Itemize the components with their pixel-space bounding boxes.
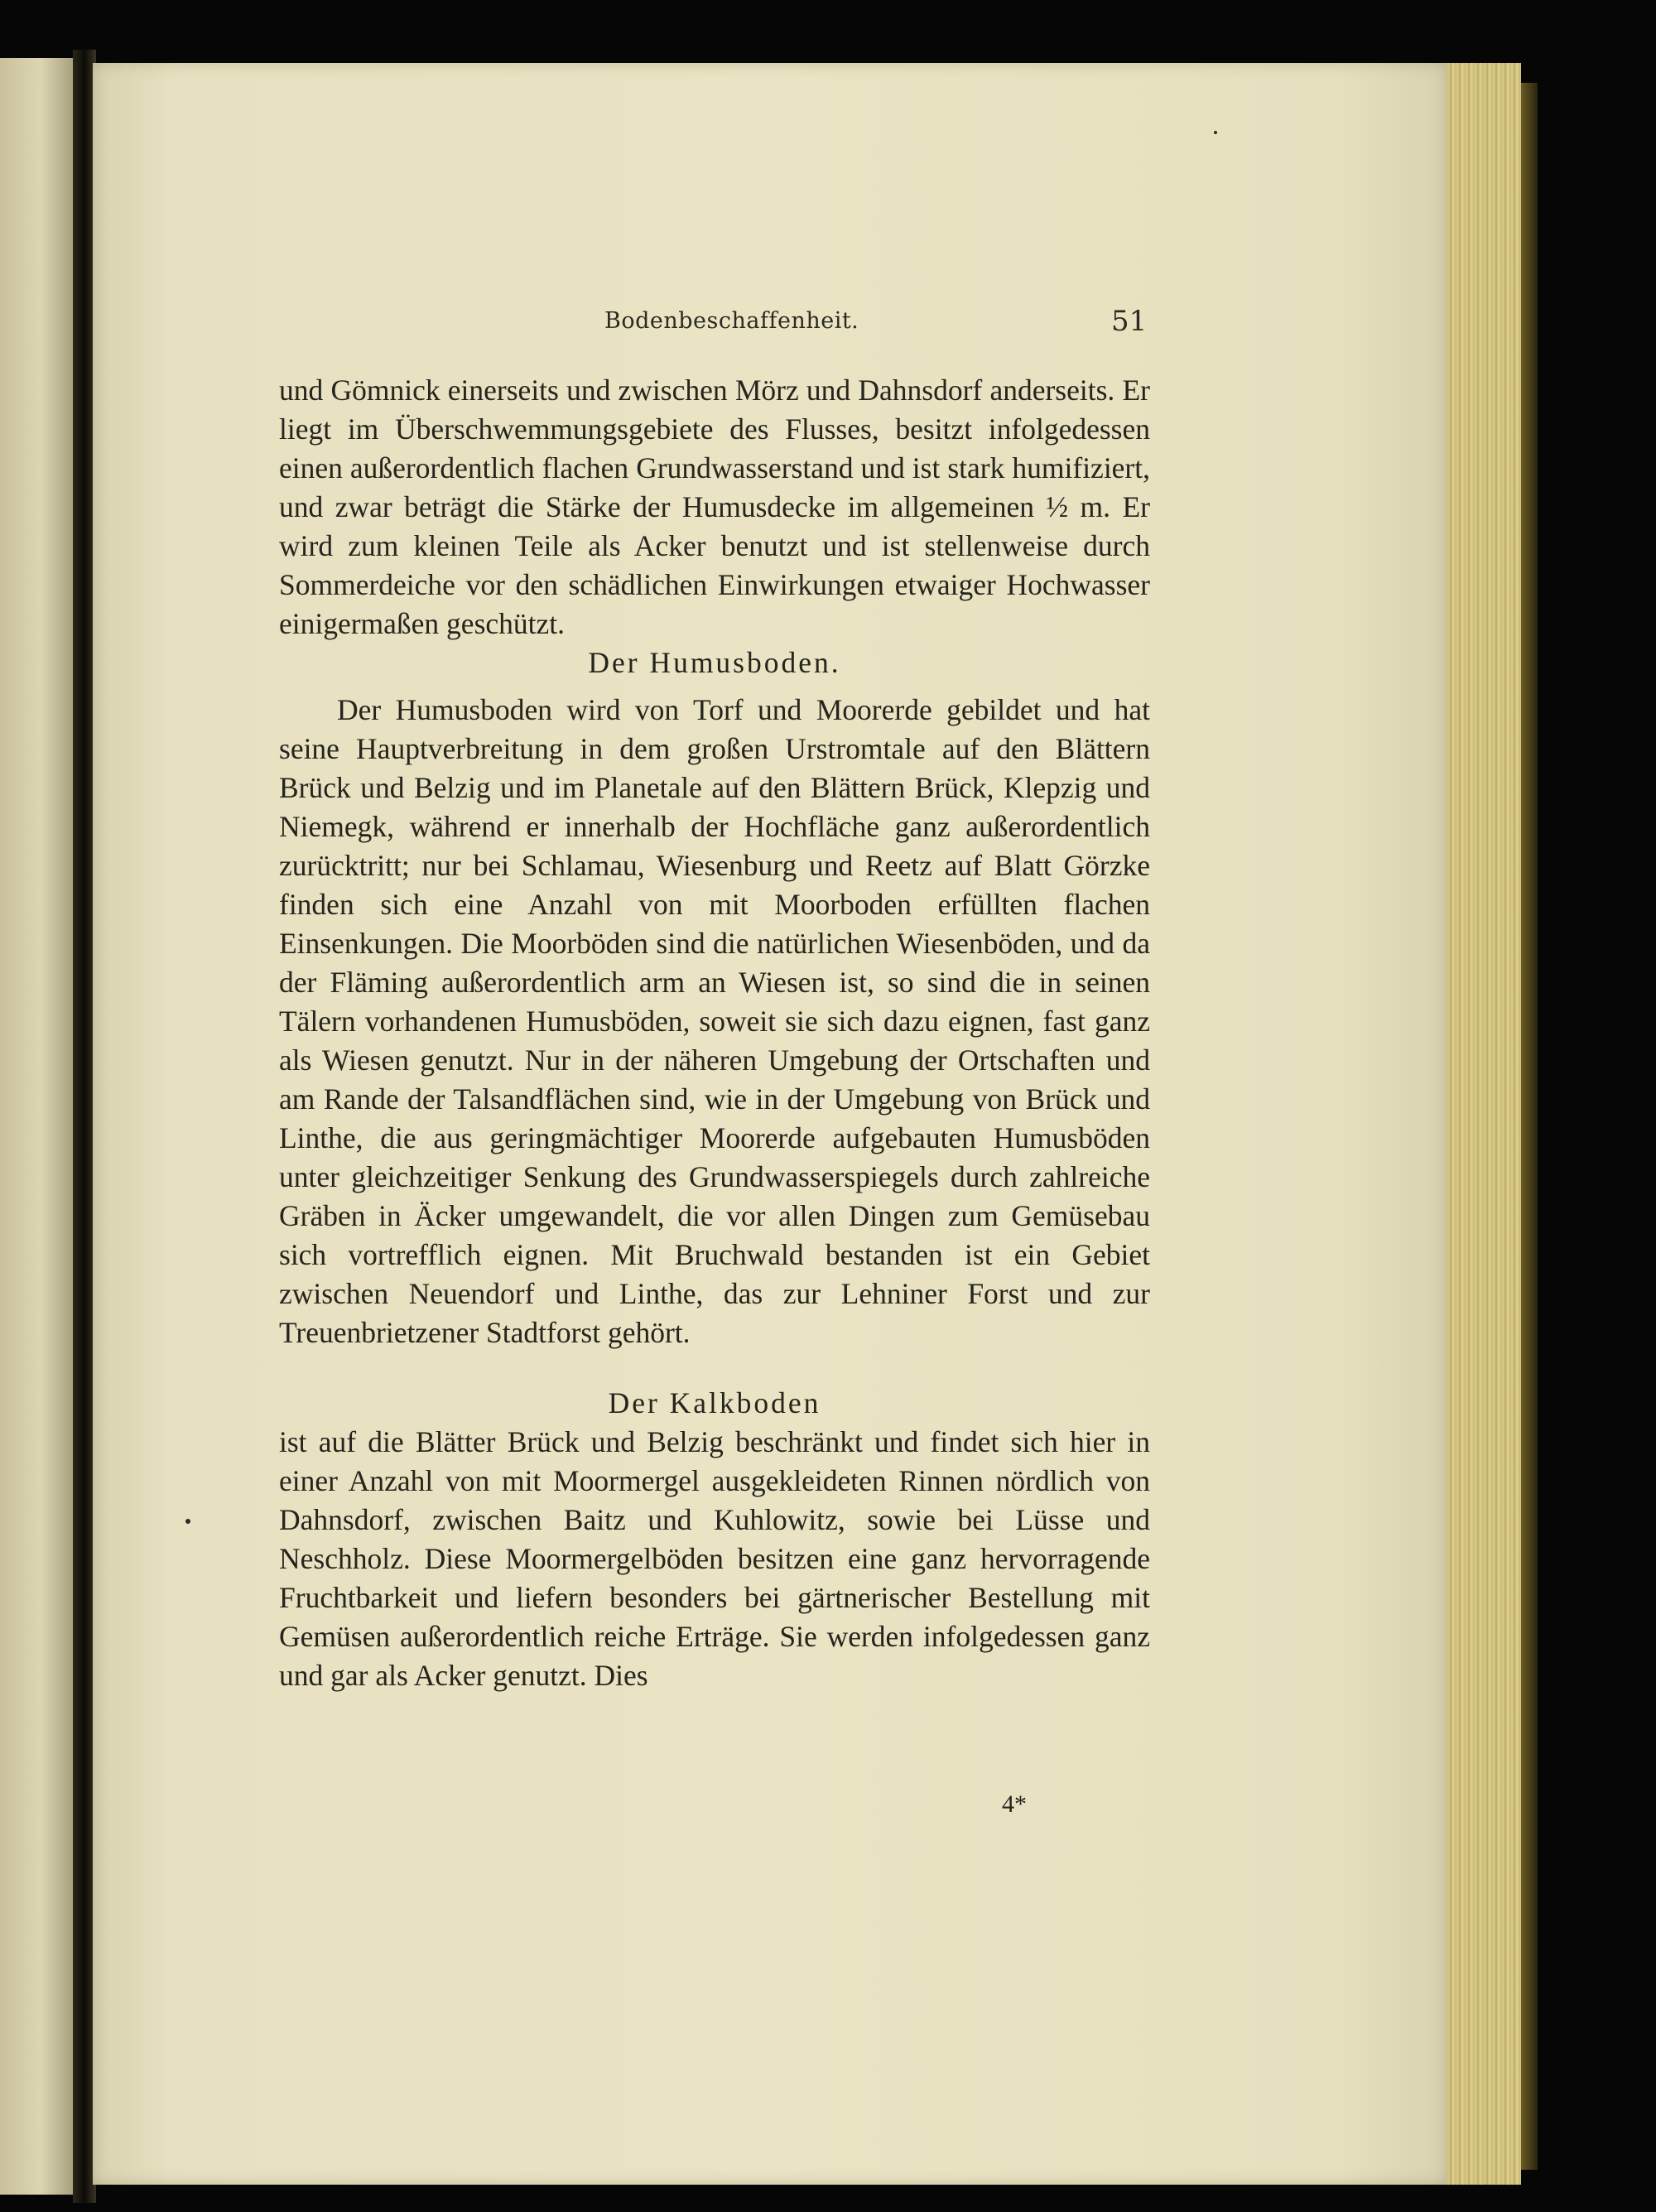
section-heading-humusboden: Der Humusboden. bbox=[588, 646, 841, 679]
running-head: Bodenbeschaffenheit. bbox=[604, 308, 859, 334]
paper-speck bbox=[185, 1519, 190, 1524]
section-heading-kalkboden: Der Kalkboden bbox=[608, 1386, 821, 1419]
page-number: 51 bbox=[1111, 305, 1148, 338]
book-cover-edge bbox=[1521, 83, 1538, 2170]
paragraph-humusboden: Der Humusboden wird von Torf und Moorerde gebildet und hat seine Hauptverbreitung in dem großen Urstromtale auf den Blättern Brück und Belzig und im Planetale auf den Blättern Brück, Klepzig und Niemegk, während er innerhalb der Hochfläche ganz außerordentlich zurücktritt; nur bei Schlamau, Wiesenburg und Reetz auf Blatt Görzke finden sich eine Anzahl von mit Moorboden erfüllten flachen Einsenkungen. Die Moorböden sind die natürlichen Wiesenböden, und da der Fläming außerordentlich arm an Wiesen ist, so sind die in seinen Tälern vorhandenen Humusböden, soweit sie sich dazu eignen, fast ganz als Wiesen genutzt. Nur in der näheren Umgebung der Ortschaften und am Rande der Talsandflächen sind, wie in der Umgebung von Brück und Linthe, die aus geringmächtiger Moorerde aufgebauten Humusböden unter gleichzeitiger Senkung des Grundwasserspiegels durch zahlreiche Gräben in Äcker umgewandelt, die vor allen Dingen zum Gemüsebau sich vortrefflich eignen. Mit Bruchwald bestanden ist ein Gebiet zwischen Neuendorf und Linthe, das zur Lehniner Forst und zur Treuenbrietzener Stadtforst gehört. bbox=[279, 693, 1150, 1349]
left-page-edge bbox=[0, 58, 73, 2195]
paper-speck bbox=[1214, 131, 1217, 134]
page-block-edge bbox=[1447, 63, 1521, 2185]
paragraph-continued: und Gömnick einerseits und zwischen Mörz und Dahnsdorf anderseits. Er liegt im Überschwemmungsgebiete des Flusses, besitzt infolgedessen einen außerordentlich flachen Grundwasserstand und ist stark humifiziert, und zwar beträgt die Stärke der Humusdecke im allgemeinen ½ m. Er wird zum kleinen Teile als Acker benutzt und ist stellenweise durch Sommerdeiche vor den schädlichen Einwirkungen etwaiger Hochwasser einigermaßen geschützt. bbox=[279, 373, 1150, 640]
signature-mark: 4* bbox=[1002, 1790, 1027, 1818]
paragraph-kalkboden: ist auf die Blätter Brück und Belzig beschränkt und findet sich hier in einer Anzahl von mit Moormergel ausgekleideten Rinnen nördlich von Dahnsdorf, zwischen Baitz und Kuhlowitz, sowie bei Lüsse und Neschholz. Diese Moormergelböden besitzen eine ganz hervorragende Fruchtbarkeit und liefern besonders bei gärtnerischer Bestellung mit Gemüsen außerordentlich reiche Erträge. Sie werden infolgedessen ganz und gar als Acker genutzt. Dies bbox=[279, 1425, 1150, 1692]
body-text bbox=[279, 371, 1150, 1695]
